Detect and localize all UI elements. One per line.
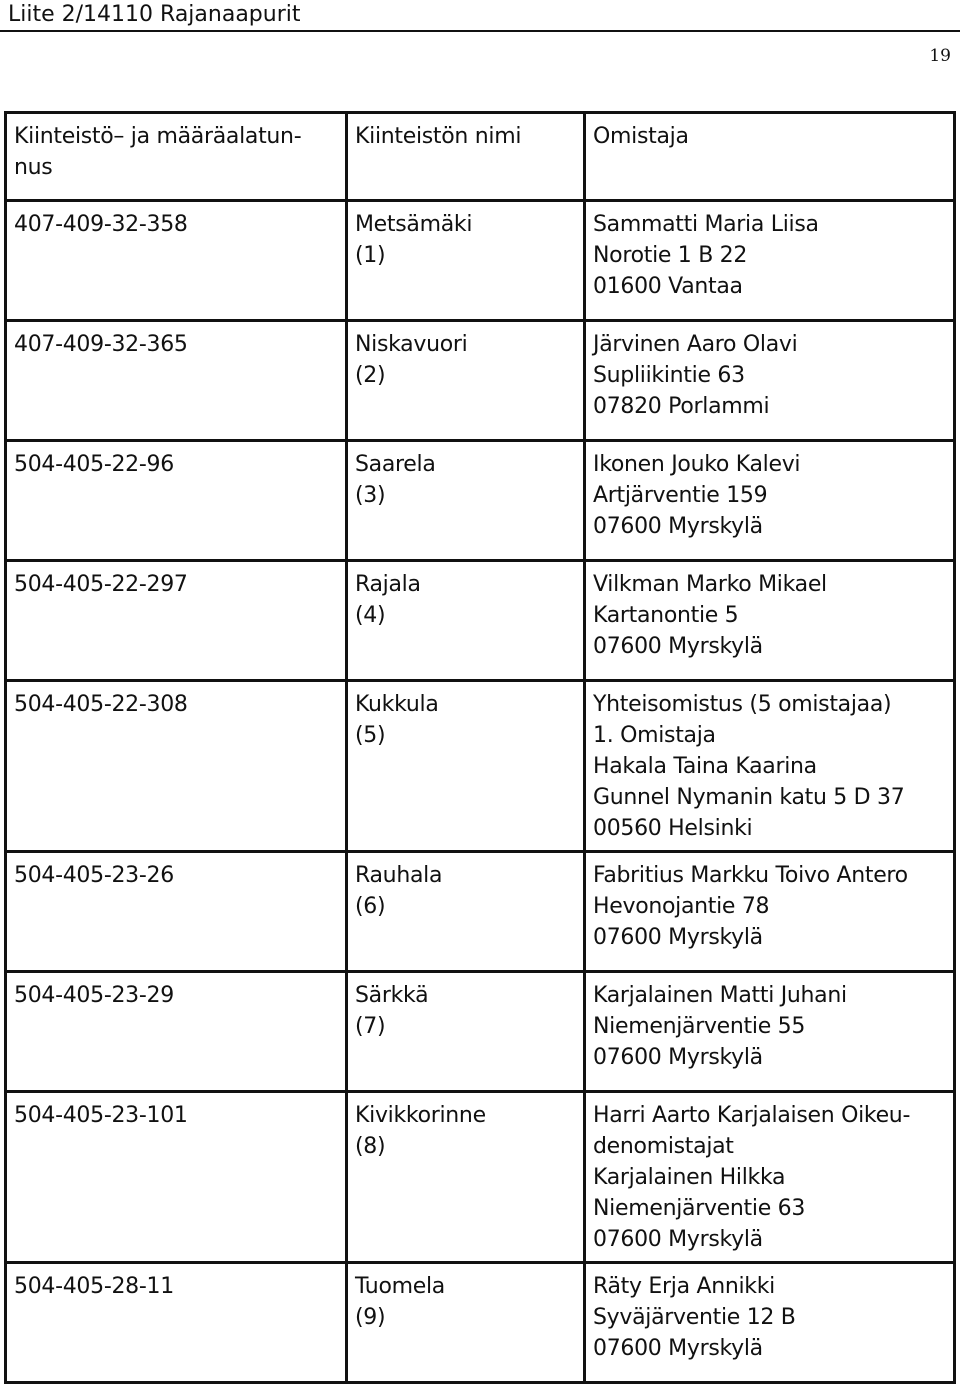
owner-line-text: Syväjärventie 12 B [593,1305,796,1330]
owner-line-text: Kartanontie 5 [593,603,739,628]
table-row [6,972,955,1092]
table-row [6,201,955,321]
property-number-text: (9) [355,1305,386,1330]
owner-line-text: Niemenjärventie 63 [593,1196,806,1221]
cell-property-name [347,852,585,972]
property-name-text: Kivikkorinne [355,1103,486,1128]
owner-line-text: 07600 Myrskylä [593,1227,763,1252]
page-number: 19 [929,46,951,66]
property-number-text: (2) [355,363,386,388]
cell-property-name [347,681,585,852]
owner-line-text: Artjärventie 159 [593,483,768,508]
header-id-line-1: Kiinteistö– ja määräalatun- [14,124,302,149]
owner-line-text: 01600 Vantaa [593,274,743,299]
cell-owner [585,852,955,972]
cell-owner [585,681,955,852]
table-row [6,852,955,972]
property-name-text: Saarela [355,452,436,477]
cell-owner [585,441,955,561]
header-id-line-2: nus [14,155,53,180]
cell-owner [585,201,955,321]
property-name-text: Metsämäki [355,212,473,237]
header-owner-label: Omistaja [593,124,689,149]
header-cell-property-id [6,113,347,201]
property-id-text: 504-405-22-308 [14,692,188,717]
cell-owner [585,1092,955,1263]
property-id-text: 504-405-23-26 [14,863,174,888]
owner-line-text: 07600 Myrskylä [593,925,763,950]
cell-property-id [6,321,347,441]
owner-line-text: 07820 Porlammi [593,394,770,419]
property-number-text: (6) [355,894,386,919]
table-body [6,113,955,1383]
table-row [6,561,955,681]
header-cell-property-name [347,113,585,201]
table-row [6,1092,955,1263]
cell-property-id [6,441,347,561]
owner-line-text: Räty Erja Annikki [593,1274,775,1299]
cell-owner [585,321,955,441]
cell-owner [585,1263,955,1383]
cell-property-name [347,561,585,681]
cell-property-id [6,972,347,1092]
table-row [6,1263,955,1383]
owner-line-text: Norotie 1 B 22 [593,243,748,268]
cell-property-name [347,1263,585,1383]
owner-line-text: denomistajat [593,1134,734,1159]
owner-line-text: Harri Aarto Karjalaisen Oikeu- [593,1103,911,1128]
property-number-text: (7) [355,1014,386,1039]
cell-property-id [6,1092,347,1263]
property-number-text: (4) [355,603,386,628]
owner-line-text: Gunnel Nymanin katu 5 D 37 [593,785,905,810]
table-header-row [6,113,955,201]
owner-line-text: Yhteisomistus (5 omistajaa) [593,692,892,717]
cell-property-name [347,972,585,1092]
property-number-text: (8) [355,1134,386,1159]
owner-line-text: 07600 Myrskylä [593,1045,763,1070]
owner-line-text: 07600 Myrskylä [593,514,763,539]
property-id-text: 504-405-28-11 [14,1274,174,1299]
cell-property-name [347,201,585,321]
table-row [6,321,955,441]
property-id-text: 504-405-23-29 [14,983,174,1008]
cell-property-id [6,681,347,852]
property-number-text: (1) [355,243,386,268]
owner-line-text: Ikonen Jouko Kalevi [593,452,801,477]
owner-line-text: Vilkman Marko Mikael [593,572,827,597]
owner-line-text: Fabritius Markku Toivo Antero [593,863,908,888]
page-header-title: Liite 2/14110 Rajanaapurit [8,2,301,27]
owner-line-text: Karjalainen Matti Juhani [593,983,847,1008]
owner-line-text: 07600 Myrskylä [593,1336,763,1361]
property-name-text: Särkkä [355,983,429,1008]
table-row [6,681,955,852]
property-number-text: (3) [355,483,386,508]
property-owner-table [4,111,956,1384]
cell-owner [585,561,955,681]
cell-owner [585,972,955,1092]
property-name-text: Kukkula [355,692,439,717]
owner-line-text: Järvinen Aaro Olavi [593,332,798,357]
owner-line-text: Supliikintie 63 [593,363,745,388]
header-rule [0,30,960,32]
cell-property-id [6,852,347,972]
owner-line-text: Karjalainen Hilkka [593,1165,786,1190]
property-name-text: Rauhala [355,863,443,888]
property-id-text: 504-405-22-297 [14,572,188,597]
property-name-text: Niskavuori [355,332,468,357]
cell-property-name [347,441,585,561]
table-row [6,441,955,561]
property-id-text: 504-405-22-96 [14,452,174,477]
property-number-text: (5) [355,723,386,748]
cell-property-id [6,561,347,681]
cell-property-id [6,201,347,321]
header-cell-owner [585,113,955,201]
owner-line-text: Sammatti Maria Liisa [593,212,819,237]
property-name-text: Rajala [355,572,421,597]
owner-line-text: Niemenjärventie 55 [593,1014,806,1039]
property-id-text: 407-409-32-358 [14,212,188,237]
cell-property-name [347,1092,585,1263]
cell-property-id [6,1263,347,1383]
property-id-text: 504-405-23-101 [14,1103,188,1128]
property-name-text: Tuomela [355,1274,445,1299]
owner-line-text: 1. Omistaja [593,723,716,748]
header-name-label: Kiinteistön nimi [355,124,522,149]
property-id-text: 407-409-32-365 [14,332,188,357]
owner-line-text: 07600 Myrskylä [593,634,763,659]
owner-line-text: Hevonojantie 78 [593,894,770,919]
cell-property-name [347,321,585,441]
owner-line-text: 00560 Helsinki [593,816,753,841]
owner-line-text: Hakala Taina Kaarina [593,754,817,779]
